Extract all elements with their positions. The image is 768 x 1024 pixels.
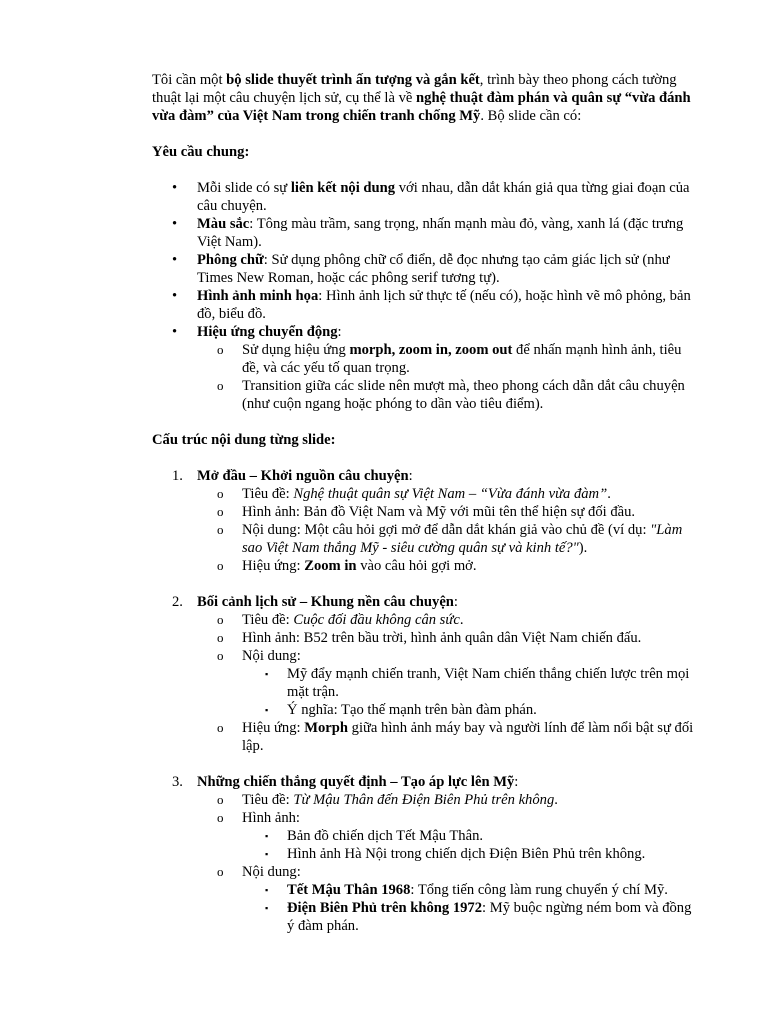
section-colon: : (453, 594, 458, 610)
item-emphasis: Morph (304, 720, 349, 736)
sub-list-item (197, 629, 700, 647)
item-text: Mỹ đẩy mạnh chiến tranh, Việt Nam chiến thắng chiến lược trên mọi mặt trận. (287, 666, 690, 700)
section-details (197, 791, 700, 935)
item-text: Nội dung: (242, 648, 301, 664)
content-sublist (242, 665, 700, 719)
sub-list-item (197, 503, 700, 521)
section-colon: : (408, 468, 413, 484)
item-emphasis: Điện Biên Phủ trên không 1972 (287, 900, 483, 916)
item-text: để nhấn mạnh hình ảnh, tiêu đề, và các yếu tố quan trọng. (242, 342, 682, 376)
sub-list-item (197, 521, 700, 557)
section-number: 2. (172, 594, 183, 610)
item-text: . (459, 612, 464, 628)
content-sublist (242, 881, 700, 935)
item-text: : Tổng tiến công làm rung chuyển ý chí Mỹ. (410, 882, 668, 898)
item-text: Mỗi slide có sự (197, 180, 291, 196)
section-title: Mở đầu – Khởi nguồn câu chuyện (197, 468, 409, 484)
slide-title-value: Nghệ thuật quân sự Việt Nam – “Vừa đánh vừa đàm” (293, 486, 608, 502)
circle-bullet-icon: o (217, 792, 224, 807)
list-item (152, 215, 700, 251)
item-text: : Mỹ buộc ngừng ném bom và đồng ý đàm phán. (287, 900, 692, 934)
section-number: 3. (172, 774, 183, 790)
item-text: Bản đồ chiến dịch Tết Mậu Thân. (287, 828, 484, 844)
intro-text: Tôi cần một (152, 72, 227, 88)
slide-title-value: Từ Mậu Thân đến Điện Biên Phủ trên không (293, 792, 555, 808)
section-title: Những chiến thắng quyết định – Tạo áp lực lên Mỹ (197, 774, 515, 790)
example-question: "Làm sao Việt Nam thắng Mỹ - siêu cường quân sự và kinh tế?" (242, 522, 683, 556)
section-number: 1. (172, 468, 183, 484)
intro-paragraph (152, 71, 700, 125)
square-bullet-icon: ▪ (265, 831, 269, 841)
item-text: Tiêu đề: (242, 486, 294, 502)
sub-list-item (197, 809, 700, 863)
sub-sub-list-item (242, 845, 700, 863)
circle-bullet-icon: o (217, 864, 224, 879)
item-text: Nội dung: (242, 864, 301, 880)
item-text: Transition giữa các slide nên mượt mà, theo phong cách dẫn dắt câu chuyện (như cuộn ngang hoặc phóng to dần vào tiêu điểm). (242, 378, 685, 412)
image-sublist (242, 827, 700, 863)
item-emphasis: morph, zoom in, zoom out (349, 342, 513, 358)
section-title: Bối cảnh lịch sử – Khung nền câu chuyện (197, 594, 454, 610)
item-text: vào câu hỏi gợi mở. (356, 558, 477, 574)
item-label: Phông chữ (197, 252, 264, 268)
item-text: . (554, 792, 558, 808)
item-text: Hình ảnh Hà Nội trong chiến dịch Điện Biên Phủ trên không. (287, 846, 646, 862)
item-text: : Tông màu trầm, sang trọng, nhấn mạnh màu đỏ, vàng, xanh lá (đặc trưng Việt Nam). (197, 216, 684, 250)
item-emphasis: Tết Mậu Thân 1968 (287, 882, 411, 898)
intro-text: , trình bày theo phong cách tường thuật lại một câu chuyện lịch sử, cụ thể là về (152, 72, 677, 106)
item-text: ). (578, 540, 588, 556)
item-text: với nhau, dẫn dắt khán giả qua từng giai đoạn của câu chuyện. (197, 180, 690, 214)
item-text: Ý nghĩa: Tạo thế mạnh trên bàn đàm phán. (287, 702, 537, 718)
slide-section-1 (152, 467, 700, 593)
square-bullet-icon: ▪ (265, 669, 269, 679)
sub-list-item (197, 377, 700, 413)
section-details (197, 485, 700, 575)
list-item (152, 251, 700, 287)
general-list (152, 179, 700, 413)
intro-text: . Bộ slide cần có: (480, 108, 582, 124)
item-text: Tiêu đề: (242, 792, 294, 808)
slide-title-value: Cuộc đối đầu không cân sức (293, 612, 460, 628)
sub-list-item (197, 647, 700, 719)
sub-list-item (197, 485, 700, 503)
slide-section-2 (152, 593, 700, 773)
effects-sublist (197, 341, 700, 413)
sub-list-item (197, 863, 700, 935)
square-bullet-icon: ▪ (265, 903, 269, 913)
item-text: Nội dung: Một câu hỏi gợi mở để dẫn dắt khán giả vào chủ đề (ví dụ: (242, 522, 651, 538)
general-heading: Yêu cầu chung: (152, 144, 250, 160)
item-emphasis: liên kết nội dung (290, 180, 396, 196)
circle-bullet-icon: o (217, 504, 224, 519)
item-label: Hình ảnh minh họa (197, 288, 319, 304)
item-text: : Sử dụng phông chữ cổ điển, dễ đọc nhưng tạo cảm giác lịch sử (như Times New Roman, hoặc các phông serif tương tự). (197, 252, 670, 286)
circle-bullet-icon: o (217, 342, 224, 357)
square-bullet-icon: ▪ (265, 885, 269, 895)
list-item (152, 179, 700, 215)
list-item (152, 323, 700, 413)
sub-list-item (197, 557, 700, 575)
square-bullet-icon: ▪ (265, 705, 269, 715)
circle-bullet-icon: o (217, 648, 224, 663)
slide-section-3 (152, 773, 700, 935)
section-details (197, 611, 700, 755)
sub-list-item (197, 611, 700, 629)
item-text: Hiệu ứng: (242, 558, 305, 574)
circle-bullet-icon: o (217, 378, 224, 393)
item-text: Tiêu đề: (242, 612, 294, 628)
sub-sub-list-item (242, 899, 700, 935)
square-bullet-icon: ▪ (265, 849, 269, 859)
circle-bullet-icon: o (217, 630, 224, 645)
sub-sub-list-item (242, 665, 700, 701)
list-item (152, 287, 700, 323)
item-text: Hình ảnh: (242, 810, 300, 826)
item-text: giữa hình ảnh máy bay và người lính để làm nổi bật sự đối lập. (242, 720, 694, 754)
intro-emphasis: nghệ thuật đàm phán và quân sự “vừa đánh vừa đàm” của Việt Nam trong chiến tranh chống Mỹ (152, 90, 691, 124)
sub-list-item (197, 791, 700, 809)
circle-bullet-icon: o (217, 486, 224, 501)
item-text: : (337, 324, 342, 340)
sub-sub-list-item (242, 701, 700, 719)
circle-bullet-icon: o (217, 612, 224, 627)
structure-heading: Cấu trúc nội dung từng slide: (152, 432, 336, 448)
item-label: Hiệu ứng chuyển động (197, 324, 338, 340)
circle-bullet-icon: o (217, 522, 224, 537)
item-text: . (607, 486, 611, 502)
sub-sub-list-item (242, 881, 700, 899)
item-text: Hiệu ứng: (242, 720, 305, 736)
sub-list-item (197, 341, 700, 377)
circle-bullet-icon: o (217, 810, 224, 825)
circle-bullet-icon: o (217, 720, 224, 735)
item-text: Sử dụng hiệu ứng (242, 342, 350, 358)
item-text: : Hình ảnh lịch sử thực tế (nếu có), hoặc hình vẽ mô phỏng, bản đồ, biểu đồ. (197, 288, 691, 322)
item-label: Màu sắc (197, 216, 250, 232)
intro-emphasis: bộ slide thuyết trình ấn tượng và gắn kết (226, 72, 480, 88)
circle-bullet-icon: o (217, 558, 224, 573)
slide-structure-list (152, 467, 700, 935)
section-colon: : (514, 774, 519, 790)
sub-list-item (197, 719, 700, 755)
item-emphasis: Zoom in (304, 558, 357, 574)
document-page (152, 71, 700, 935)
item-text: Hình ảnh: B52 trên bầu trời, hình ảnh quân dân Việt Nam chiến đấu. (242, 630, 642, 646)
item-text: Hình ảnh: Bản đồ Việt Nam và Mỹ với mũi tên thể hiện sự đối đầu. (242, 504, 636, 520)
sub-sub-list-item (242, 827, 700, 845)
